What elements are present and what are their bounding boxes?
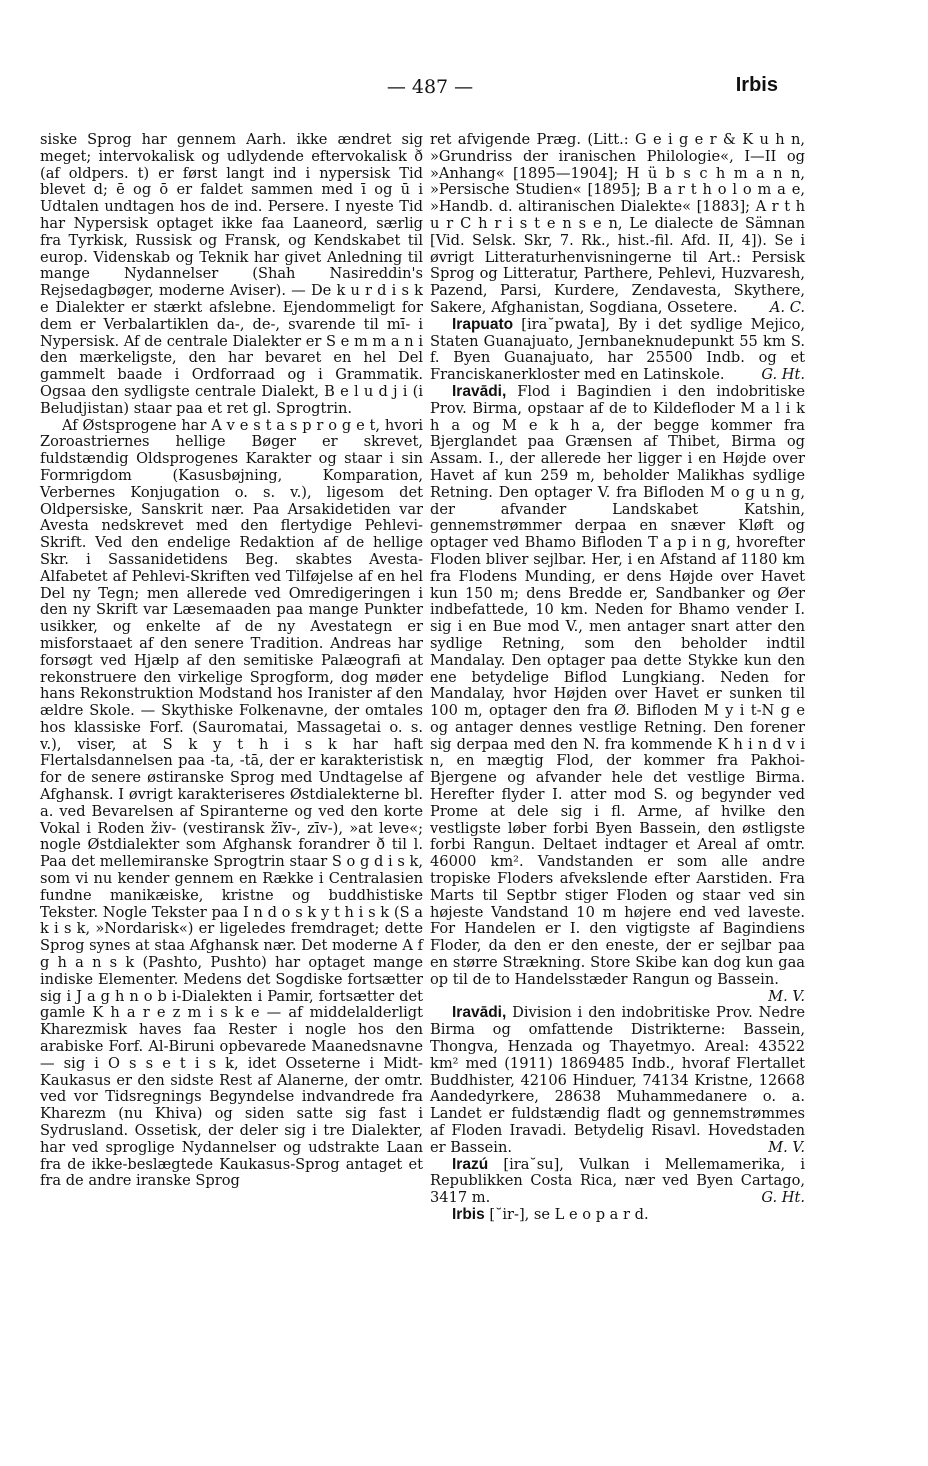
left-paragraph-1: siske Sprog har gennem Aarh. ikke ændret sig meget; intervokalisk og udlydende eftervokalisk ð (af oldpers. t) er først langt ind i nypersisk Tid blevet d; ē og ō er faldet sammen med ī og ū i Udtalen undtagen hos de ind. Persere. I nyeste Tid har Nypersisk optaget ikke faa Laaneord, særlig fra Tyrkisk, Russisk og Fransk, og Kendskabet til europ. Videnskab og Teknik har givet Anledning til mange Nydannelser (Shah Nasireddin's Rejsedagbøger, moderne Aviser). — De k u r d i s k e Dialekter er stærkt afslebne. Ejendommeligt for dem er Verbalartiklen da-, de-, svarende til mī- i Nypersisk. Af de centrale Dialekter er S e m m a n i den mærkeligste, den har bevaret en hel Del gammelt baade i Ordforraad og i Grammatik. Ogsaa den sydligste centrale Dialekt, B e l u d j i (i Beludjistan) staar paa et ret gl. Sprogtrin.	[40, 131, 423, 417]
entry-text: [ira˘su], Vulkan i Mellemamerika, i Republikken Costa Rica, nær ved Byen Cartago, 3417 m.	[430, 1155, 805, 1207]
page-number: — 487 —	[386, 76, 474, 98]
page-header	[0, 72, 928, 104]
entry-iravadi-division	[430, 1005, 805, 1156]
paragraph-text: ret afvigende Præg. (Litt.: G e i g e r & K u h n, »Grundriss der iranischen Philologie«, I—II og »Anhang« [1895—1904]; H ü b s c h m a n n, »Persische Studien« [1895]; B a r t h o l o m a e, »Handb. d. altiranischen Dialekte« [1883]; A r t h u r C h r i s t e n s e n, Le dialecte de Sämnan [Vid. Selsk. Skr, 7. Rk., hist.-fil. Afd. II, 4]). Se i øvrigt Litteraturhenvisningerne til Art.: Persisk Sprog og Litteratur, Parthere, Pehlevi, Huzvaresh, Pazend, Parsi, Kurdere, Zendavesta, Skythere, Sakere, Afghanistan, Sogdiana, Ossetere.	[430, 131, 805, 316]
entry-text: Flod i Bagindien i den indobritiske Prov. Birma, opstaar af de to Kildefloder M a l i k h a og M e k h a, der begge kommer fra Bjerglandet paa Grænsen af Thibet, Birma og Assam. I., der allerede her ligger i en Højde over Havet af kun 259 m, beholder Malikhas sydlige Retning. Den optager V. fra Bifloden M o g u n g, der afvander Landskabet Katshin, gennemstrømmer derpaa en snæver Kløft og optager ved Bhamo Bifloden T a p i n g, hvorefter Floden bliver sejlbar. Her, i en Afstand af 1180 km fra Flodens Munding, er dens Højde over Havet kun 150 m; dens Bredde er, Sandbanker og Øer indbefattede, 10 km. Neden for Bhamo vender I. sig i en Bue mod V., men antager snart atter den sydlige Retning, som den beholder indtil Mandalay. Den optager paa dette Stykke kun den ene betydelige Biflod Lungkiang. Neden for Mandalay, hvor Højden over Havet er sunken til 100 m, optager den fra Ø. Bifloden M y i t-N g e og antager dennes vestlige Retning. Den forener sig derpaa med den N. fra kommende K h i n d v i n, en mægtig Flod, der kommer fra Pakhoi-Bjergene og afvander hele det vestlige Birma. Herefter flyder I. atter mod S. og begynder ved Prome at dele sig i fl. Arme, af hvilke den vestligste løber forbi Byen Bassein, den østligste forbi Rangun. Deltaet indtager et Areal af omtr. 46000 km². Vandstanden er som alle andre tropiske Floders afvekslende efter Aarstiden. Fra Marts til Septbr stiger Floden og staar ved sin højeste Vandstand 10 m højere end ved laveste. For Handelen er I. den vigtigste af Bagindiens Floder, da den er den eneste, der er sejlbar paa en større Strækning. Store Skibe kan dog kun gaa op til de to Handelsstæder Rangun og Bassein.	[430, 382, 805, 988]
author-signature: M. V.	[768, 987, 805, 1005]
entry-iravadi-river	[430, 384, 805, 1005]
headword: Iravādi,	[452, 382, 507, 400]
entry-irbis	[430, 1207, 805, 1224]
entry-text: Division i den indobritiske Prov. Nedre Birma og omfattende Distrikterne: Bassein, Thongva, Henzada og Thayetmyo. Areal: 43522 km² med (1911) 1869485 Indb., hvoraf Flertallet Buddhister, 42106 Hinduer, 74134 Kristne, 12668 Aandedyrkere, 28638 Muhammedanere o. a. Landet er fuldstændig fladt og gennemstrømmes af Floden Iravadi. Betydelig Risavl. Hovedstaden er Bassein.	[430, 1004, 805, 1156]
entry-text: [ira˘pwata], By i det sydlige Mejico, Staten Guanajuato, Jernbaneknudepunkt 55 km S. f. Byen Guanajuato, har 25500 Indb. og et Franciskanerkloster med en Latinskole.	[430, 315, 805, 384]
headword: Irapuato	[452, 315, 514, 333]
headword: Irbis	[452, 1206, 485, 1223]
entry-text: [˘ir-], se L e o p a r d.	[484, 1206, 649, 1223]
right-column	[430, 132, 805, 1224]
author-signature: A. C.	[769, 298, 805, 316]
author-signature: G. Ht.	[761, 366, 805, 384]
author-signature: M. V.	[768, 1138, 805, 1156]
right-paragraph-1	[430, 132, 805, 317]
headword: Irazú	[452, 1155, 489, 1173]
left-column	[40, 132, 423, 1190]
headword: Iravādi,	[452, 1004, 507, 1022]
author-signature: G. Ht.	[761, 1189, 805, 1207]
entry-irapuato	[430, 317, 805, 384]
left-paragraph-2: Af Østsprogene har A v e s t a s p r o g e t, hvori Zoroastriernes hellige Bøger er skrevet, fuldstændig Oldsprogenes Karakter og staar i sin Formrigdom (Kasusbøjning, Komparation, Verbernes Konjugation o. s. v.), ligesom det Oldpersiske, Sanskrit nær. Paa Arsakidetiden var Avesta nedskrevet med den flertydige Pehlevi-Skrift. Ved den endelige Redaktion af de hellige Skr. i Sassanidetidens Beg. skabtes Avesta-Alfabetet af Pehlevi-Skriften ved Tilføjelse af en hel Del ny Tegn; men allerede ved Omredigeringen i den ny Skrift var Læsemaaden paa mange Punkter usikker, og enkelte af de ny Avestategn er misforstaaet af den senere Tradition. Andreas har forsøgt ved Hjælp af den semitiske Palæografi at rekonstruere den virkelige Sprogform, dog møder hans Rekonstruktion Modstand hos Iranister af den ældre Skole. — Skythiske Folkenavne, der omtales hos klassiske Forf. (Sauromatai, Massagetai o. s. v.), viser, at S k y t h i s k har haft Flertalsdannelsen paa -ta, -tā, der er karakteristisk for de senere østiranske Sprog med Undtagelse af Afghansk. I øvrigt karakteriseres Østdialekterne bl. a. ved Bevarelsen af Spiranterne og ved den korte Vokal i Roden živ- (vestiransk žīv-, zīv-), »at leve«; nogle Østdialekter som Afghansk forandrer ð til l. Paa det mellemiranske Sprogtrin staar S o g d i s k, som vi nu kender gennem en Række i Centralasien fundne manikæiske, kristne og buddhistiske Tekster. Nogle Tekster paa I n d o s k y t h i s k (S a k i s k, »Nordarisk«) er ligeledes fremdraget; dette Sprog synes at staa Afghansk nær. Det moderne A f g h a n s k (Pashto, Pushto) har optaget mange indiske Elementer. Medens det Sogdiske fortsætter sig i J a g h n o b i-Dialekten i Pamir, fortsætter det gamle K h a r e z m i s k e — af middelalderligt Kharezmisk haves faa Rester i nogle hos den arabiske Forf. Al-Biruni opbevarede Maanedsnavne — sig i O s s e t i s k, idet Osseterne i Midt-Kaukasus er den sidste Rest af Alanerne, der omtr. ved vor Tidsregnings Begyndelse indvandrede fra Kharezm (nu Khiva) og siden satte sig fast i Sydrusland. Ossetisk, der deler sig i tre Dialekter, har ved sproglige Nydannelser og udstrakte Laan fra de ikke-beslægtede Kaukasus-Sprog antaget et fra de andre iranske Sprog	[40, 416, 423, 1190]
entry-irazu	[430, 1157, 805, 1207]
running-head: Irbis	[735, 74, 778, 96]
